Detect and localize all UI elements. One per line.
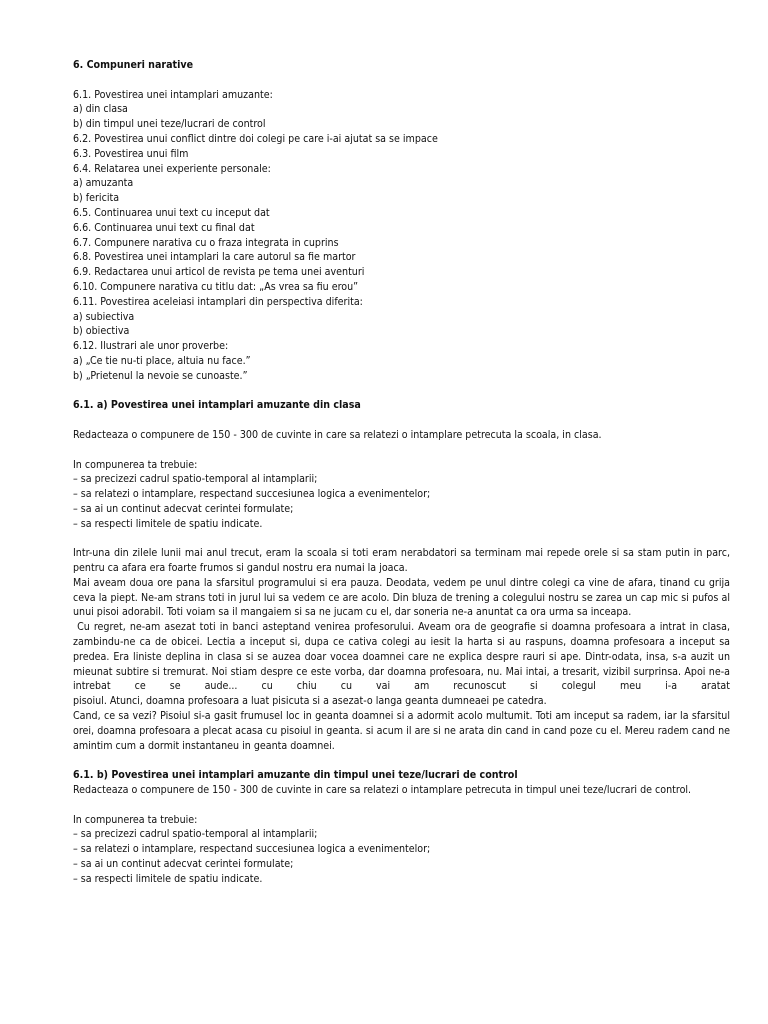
outline-item: b) din timpul unei teze/lucrari de control [73,118,266,131]
outline-item: 6.8. Povestirea unei intamplari la care autorul sa fie martor [73,251,356,264]
story-paragraph: Cu regret, ne-am asezat toti in banci asteptand venirea profesorului. Aveam ora de geografie si doamna profesoara a intrat in clasa, zambindu-ne ca de obicei. Lectia a inceput si, dupa ce cativa colegi au iesit la harta si au raspuns, doamna profesoara a inceput sa predea. Era liniste deplina in clasa si se auzea doar vocea doamnei care ne explica despre rauri si ape. Dintr-odata, insa, s-a auzit un mieunat subtire si tremurat. Noi stiam despre ce este vorba, dar doamna profesoara, nu. Mai intai, a tresarit, vizibil surprinsa. Apoi ne-a intrebat ce se aude... cu chiu cu vai am recunoscut si colegul meu i-a aratat [73,621,730,693]
outline-list [73,88,730,384]
section-a-prompt: Redacteaza o compunere de 150 - 300 de cuvinte in care sa relatezi o intamplare petrecuta la scoala, in clasa. [73,428,602,441]
requirement-item: – sa respecti limitele de spatiu indicate. [73,872,263,885]
section-a-heading: 6.1. a) Povestirea unei intamplari amuzante din clasa [73,399,361,412]
requirement-item: – sa respecti limitele de spatiu indicate. [73,517,263,530]
requirement-item: – sa precizezi cadrul spatio-temporal al intamplarii; [73,828,318,841]
spacer [73,798,730,813]
outline-item: 6.11. Povestirea aceleiasi intamplari din perspectiva diferita: [73,295,363,308]
outline-item: a) „Ce tie nu-ti place, altuia nu face.” [73,354,251,367]
outline-item: b) fericita [73,192,120,205]
section-b-prompt: Redacteaza o compunere de 150 - 300 de cuvinte in care sa relatezi o intamplare petrecuta in timpul unei teze/lucrari de control. [73,784,692,797]
outline-item: 6.6. Continuarea unui text cu final dat [73,221,255,234]
requirements-intro: In compunerea ta trebuie: [73,458,198,471]
story-text [73,546,730,753]
story-paragraph: Cand, ce sa vezi? Pisoiul si-a gasit frumusel loc in geanta doamnei si a adormit acolo multumit. Toti am inceput sa radem, iar la sfarsitul orei, doamna profesoara a plecat acasa cu pisoiul in geanta. si acum il are si ne arata din cand in cand poze cu el. Mereu radem cand ne amintim cum a dormit instantaneu in geanta doamnei. [73,710,730,752]
outline-item: 6.2. Povestirea unui conflict dintre doi colegi pe care i-ai ajutat sa se impace [73,132,438,145]
outline-item: b) obiectiva [73,325,130,338]
story-paragraph: Mai aveam doua ore pana la sfarsitul programului si era pauza. Deodata, vedem pe unul dintre colegi ca vine de afara, tinand cu grija ceva la piept. Ne-am strans toti in jurul lui sa vedem ce are acolo. Din bluza de trening a colegului nostru se zarea un cap mic si pufos al unui pisoi adorabil. Toti voiam sa il mangaiem si sa ne jucam cu el, dar soneria ne-a anuntat ca ora urma sa inceapa. [73,576,730,619]
outline-item: a) subiectiva [73,310,135,323]
requirement-item: – sa relatezi o intamplare, respectand succesiunea logica a evenimentelor; [73,843,431,856]
requirement-item: – sa ai un continut adecvat cerintei formulate; [73,858,294,871]
outline-item: 6.3. Povestirea unui film [73,147,189,160]
document-page [73,58,730,887]
section-b-heading: 6.1. b) Povestirea unei intamplari amuzante din timpul unei teze/lucrari de control [73,769,518,782]
outline-item: 6.1. Povestirea unei intamplari amuzante: [73,88,273,101]
requirement-item: – sa ai un continut adecvat cerintei formulate; [73,502,294,515]
outline-item: b) „Prietenul la nevoie se cunoaste.” [73,369,248,382]
spacer [73,413,730,428]
requirements-intro: In compunerea ta trebuie: [73,813,198,826]
requirement-item: – sa relatezi o intamplare, respectand succesiunea logica a evenimentelor; [73,488,431,501]
story-paragraph: pisoiul. Atunci, doamna profesoara a luat pisicuta si a asezat-o langa geanta dumneaei pe catedra. [73,695,547,708]
outline-item: 6.10. Compunere narativa cu titlu dat: „As vrea sa fiu erou” [73,280,359,293]
spacer [73,73,730,88]
spacer [73,753,730,768]
section-b [73,768,730,886]
outline-item: 6.4. Relatarea unei experiente personale: [73,162,271,175]
outline-item: 6.9. Redactarea unui articol de revista pe tema unei aventuri [73,266,365,279]
story-paragraph: Intr-una din zilele lunii mai anul trecut, eram la scoala si toti eram nerabdatori sa terminam mai repede orele si sa stam putin in parc, pentru ca afara era foarte frumos si gandul nostru era numai la joaca. [73,547,730,575]
outline-item: a) amuzanta [73,177,134,190]
outline-item: 6.12. Ilustrari ale unor proverbe: [73,340,229,353]
spacer [73,384,730,399]
outline-item: a) din clasa [73,103,128,116]
spacer [73,443,730,458]
requirement-item: – sa precizezi cadrul spatio-temporal al intamplarii; [73,473,318,486]
spacer [73,532,730,547]
outline-item: 6.7. Compunere narativa cu o fraza integrata in cuprins [73,236,339,249]
document-title: 6. Compuneri narative [73,59,194,71]
outline-item: 6.5. Continuarea unui text cu inceput dat [73,206,270,219]
section-a [73,398,730,753]
